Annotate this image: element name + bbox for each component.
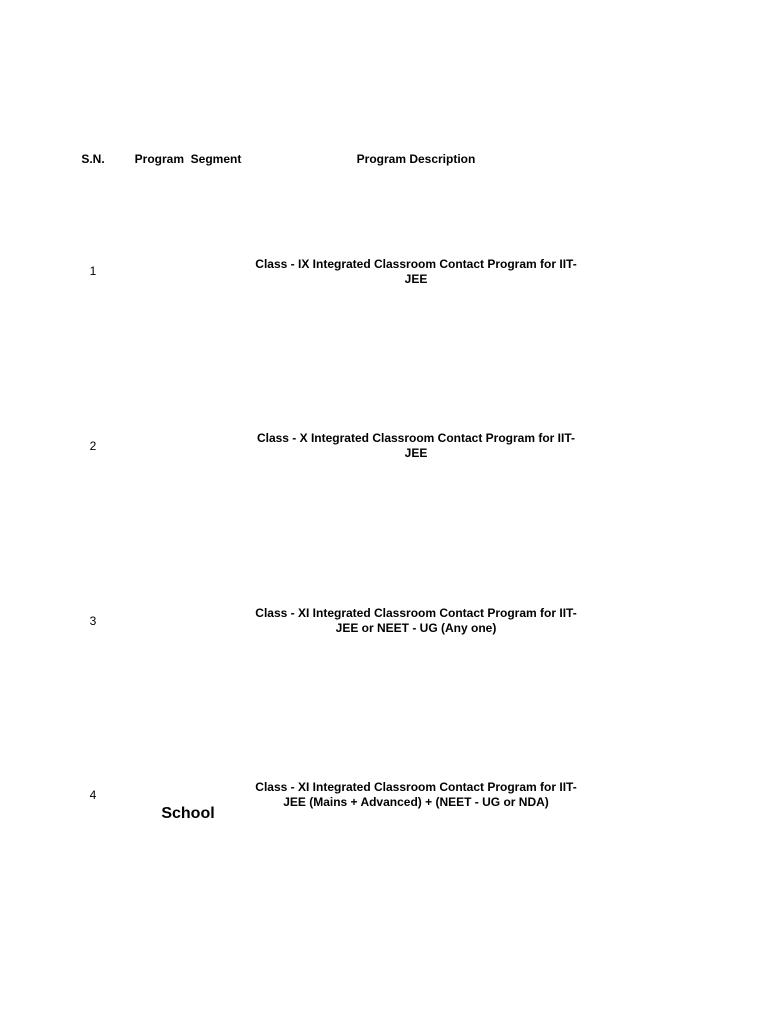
row-sn: 3	[89, 614, 97, 628]
header-sn: S.N.	[81, 152, 105, 166]
row-sn: 4	[89, 788, 97, 802]
program-segment-label: School	[161, 805, 215, 822]
header-program-segment: Program Segment	[134, 152, 242, 166]
row-description: Class - XI Integrated Classroom Contact Program for IIT-JEE or NEET - UG (Any one)	[255, 606, 577, 635]
header-program-description: Program Description	[356, 152, 476, 166]
row-description: Class - IX Integrated Classroom Contact Program for IIT-JEE	[255, 257, 577, 286]
row-description: Class - XI Integrated Classroom Contact Program for IIT-JEE (Mains + Advanced) + (NEET - UG or NDA)	[255, 780, 577, 809]
row-sn: 1	[89, 264, 97, 278]
row-sn: 2	[89, 439, 97, 453]
row-description: Class - X Integrated Classroom Contact Program for IIT-JEE	[256, 431, 576, 460]
